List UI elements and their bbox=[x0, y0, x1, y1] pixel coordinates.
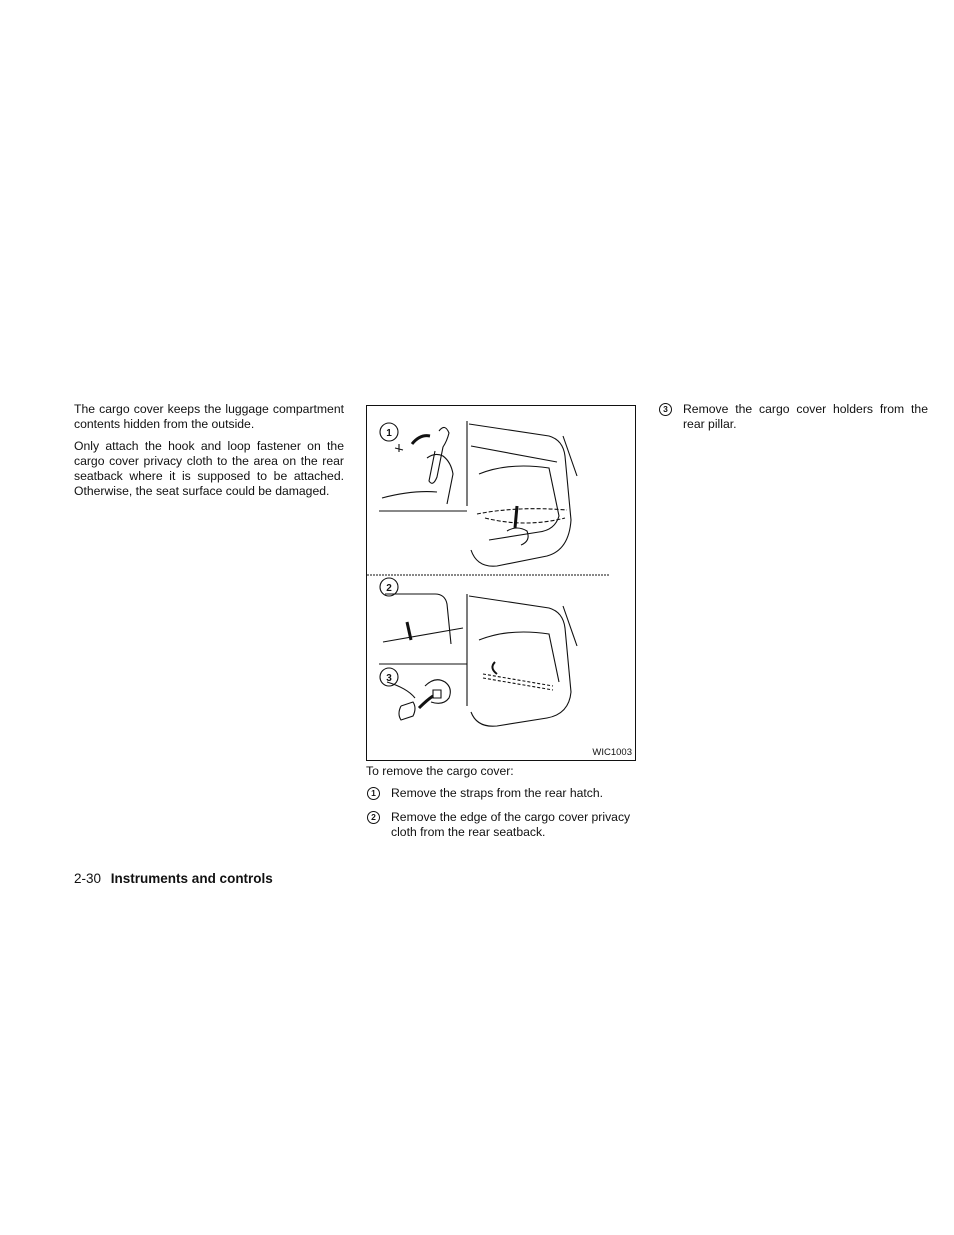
step-3 bbox=[658, 402, 928, 432]
intro-paragraph: The cargo cover keeps the luggage compartment contents hidden from the outside. bbox=[74, 402, 344, 431]
step-text: Remove the edge of the cargo cover privacy cloth from the rear seatback. bbox=[391, 810, 631, 839]
arrow-icon bbox=[412, 436, 430, 444]
cargo-cover-illustration bbox=[366, 405, 636, 761]
section-title: Instruments and controls bbox=[110, 871, 273, 886]
callout-label-1: 1 bbox=[386, 428, 392, 439]
step-number-icon: 2 bbox=[367, 811, 380, 824]
step-number-icon: 3 bbox=[659, 403, 672, 416]
step-2 bbox=[366, 810, 636, 840]
procedure-intro: To remove the cargo cover: bbox=[366, 764, 514, 778]
warning-paragraph: Only attach the hook and loop fastener on the cargo cover privacy cloth to the area on the rear seatback where it is supposed to be attached. Otherwise, the seat surface could be damaged. bbox=[74, 439, 344, 498]
callout-label-2: 2 bbox=[386, 583, 392, 594]
page-footer bbox=[74, 871, 273, 886]
step-1 bbox=[366, 786, 636, 801]
step-number-icon: 1 bbox=[367, 787, 380, 800]
figure-code: WIC1003 bbox=[592, 747, 632, 758]
step-text: Remove the cargo cover holders from the rear pillar. bbox=[683, 402, 928, 431]
middle-column bbox=[366, 764, 636, 849]
cargo-area-icon bbox=[469, 596, 577, 726]
cargo-area-icon bbox=[469, 424, 577, 566]
holder-icon bbox=[387, 680, 450, 720]
illustration-drawing bbox=[367, 406, 635, 760]
page-number: 2-30 bbox=[74, 871, 102, 886]
left-column bbox=[74, 402, 344, 506]
seatback-icon bbox=[383, 594, 463, 644]
right-column bbox=[658, 402, 928, 441]
step-text: Remove the straps from the rear hatch. bbox=[391, 786, 604, 800]
callout-label-3: 3 bbox=[386, 673, 392, 684]
